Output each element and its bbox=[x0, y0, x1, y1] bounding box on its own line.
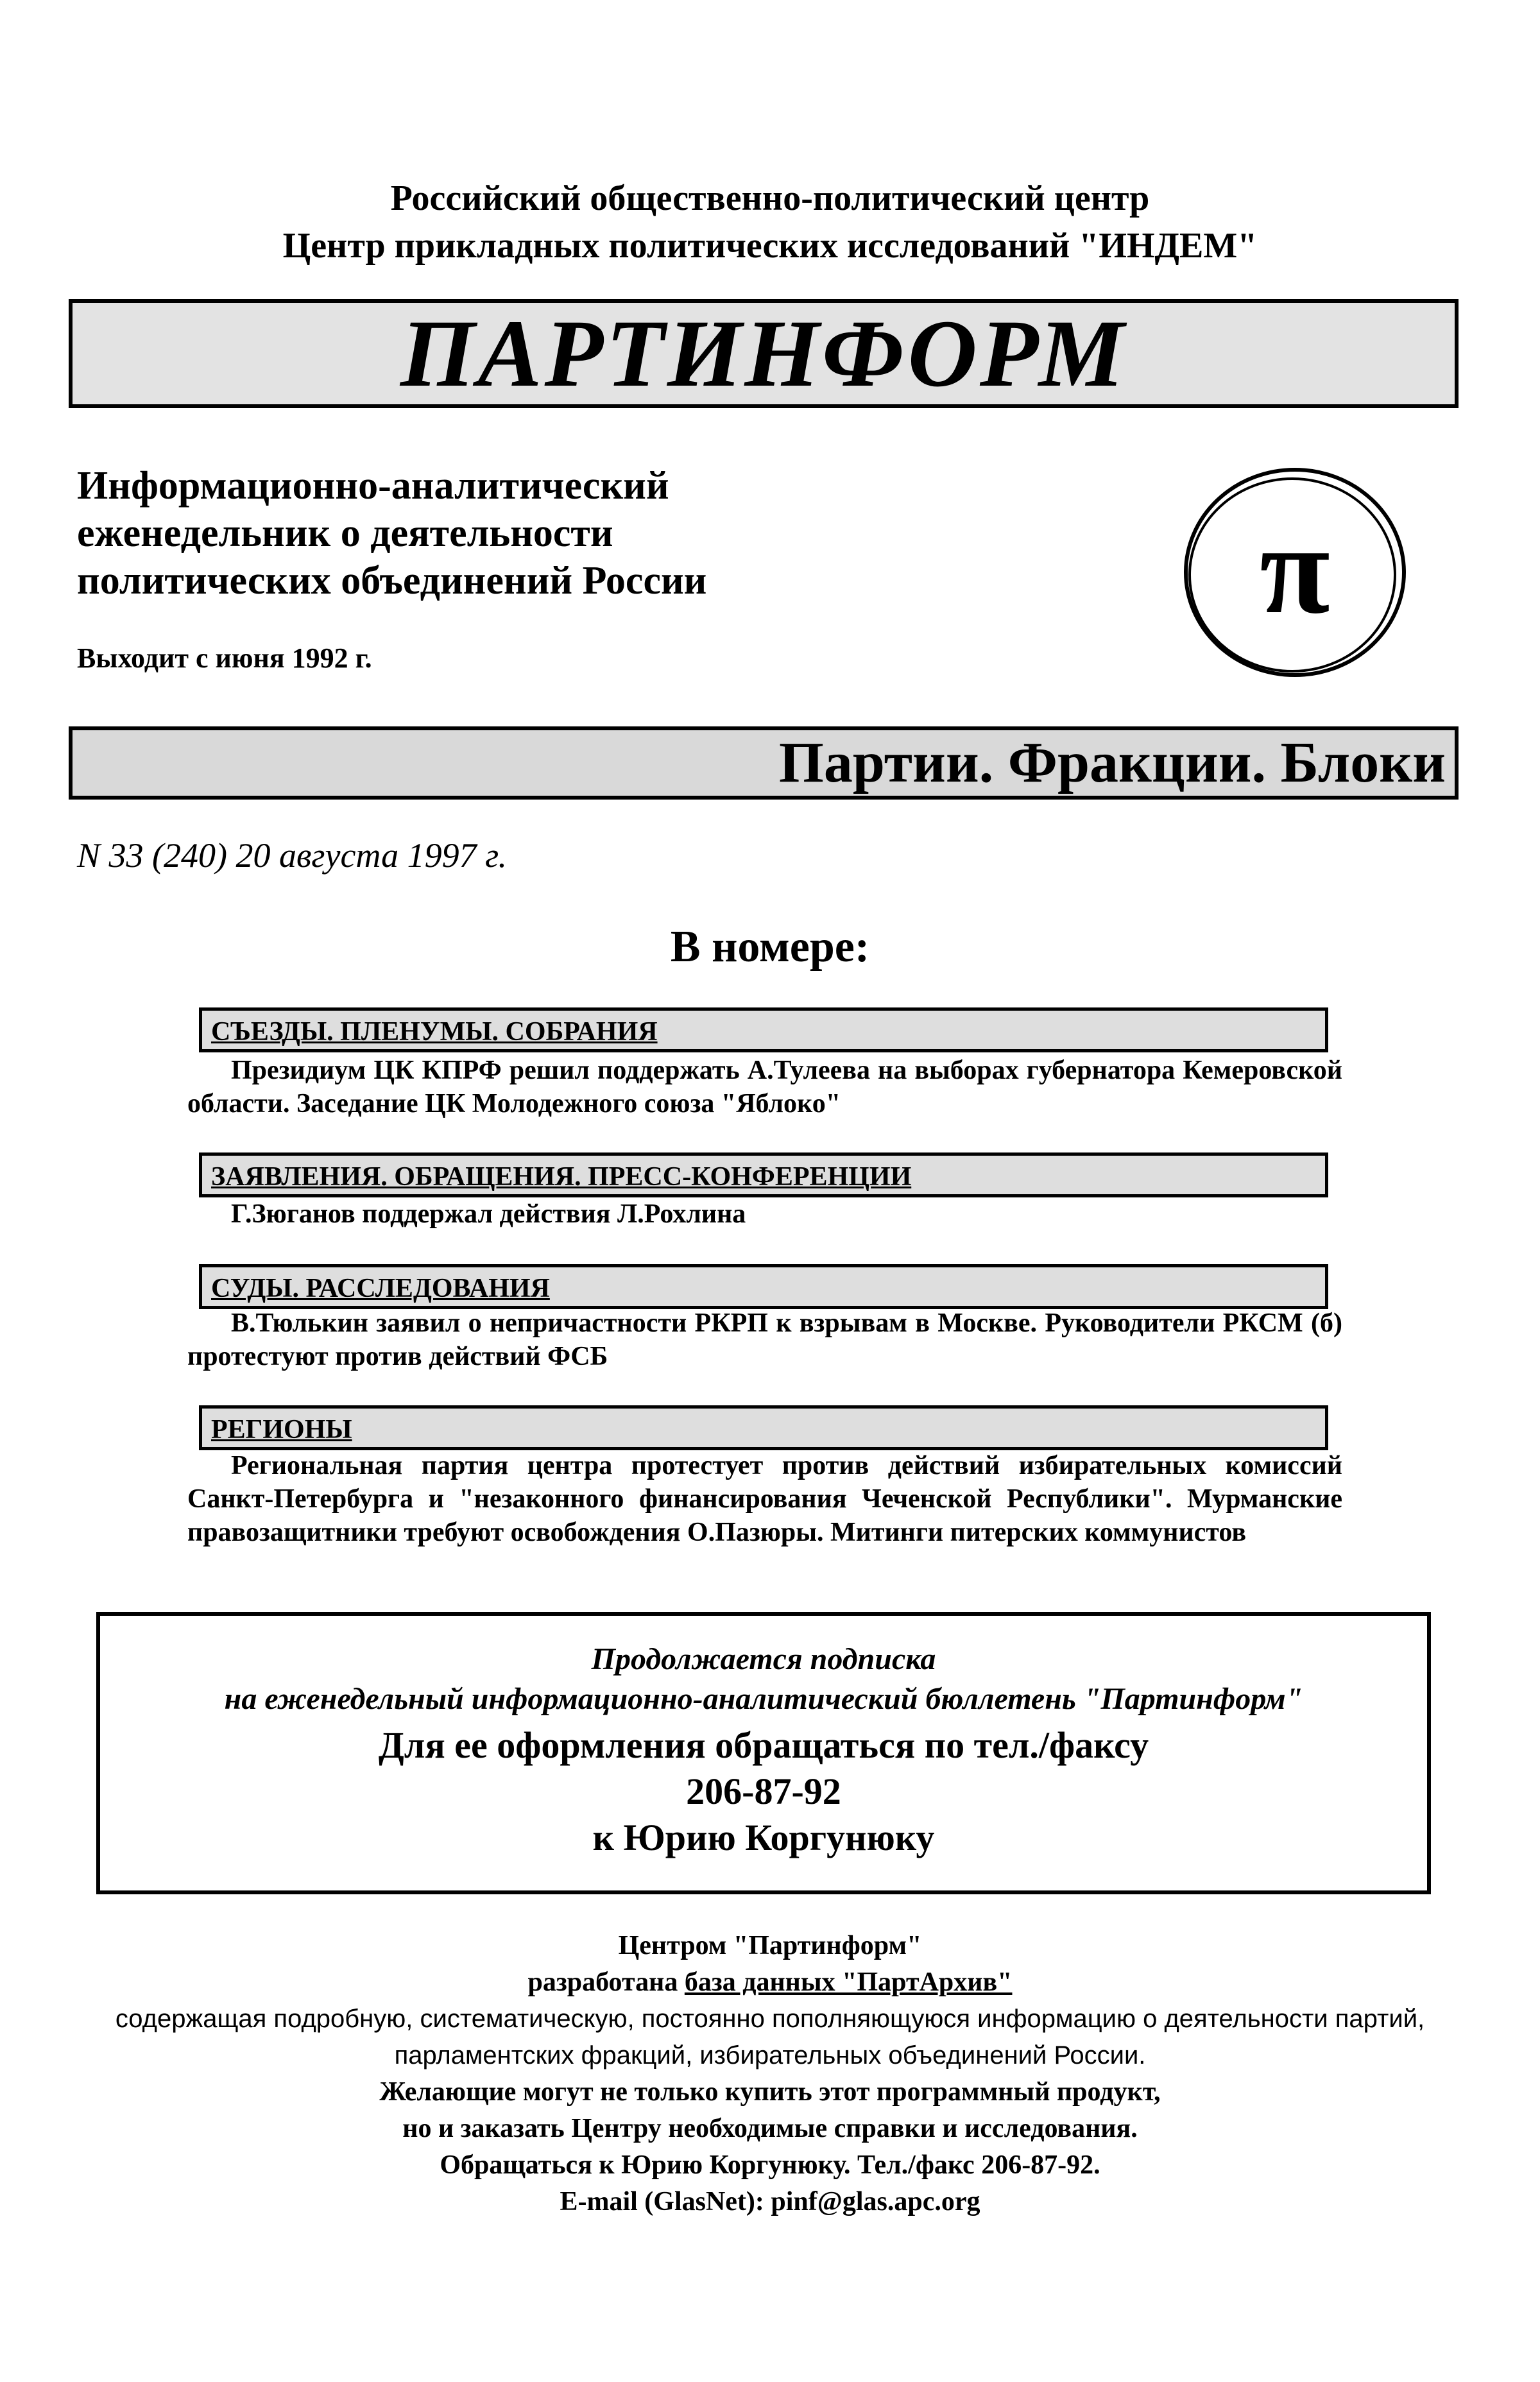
contents-category-label: ЗАЯВЛЕНИЯ. ОБРАЩЕНИЯ. ПРЕСС-КОНФЕРЕНЦИИ bbox=[211, 1162, 912, 1192]
contents-summary: Президиум ЦК КПРФ решил поддержать А.Тулеева на выборах губернатора Кемеровской области. Заседание ЦК Молодежного союза "Яблоко" bbox=[187, 1056, 1342, 1118]
contents-summary: В.Тюлькин заявил о непричастности РКРП к взрывам в Москве. Руководители РКСМ (б) протестуют против действий ФСБ bbox=[187, 1308, 1342, 1371]
footer-line-6: но и заказать Центру необходимые справки и исследования. bbox=[402, 2114, 1138, 2143]
publication-since: Выходит с июня 1992 г. bbox=[77, 642, 372, 674]
publisher-line-1: Российский общественно-политический центр bbox=[390, 178, 1150, 218]
subscription-line-3: Для ее оформления обращаться по тел./факсу bbox=[378, 1724, 1149, 1766]
database-link[interactable]: база данных "ПартАрхив" bbox=[684, 1967, 1013, 1997]
footer-line-2-prefix: разработана bbox=[527, 1967, 685, 1997]
description-line-3: политических объединений России bbox=[77, 559, 707, 603]
subscription-line-1: Продолжается подписка bbox=[591, 1642, 936, 1676]
contents-category-bar bbox=[199, 1264, 1328, 1309]
masthead-box bbox=[69, 299, 1459, 408]
contents-summary: Региональная партия центра протестует против действий избирательных комиссий Санкт-Петербурга и "незаконного финансирования Чеченской Республики". Мурманские правозащитники требуют освобождения О.Пазюры. Митинги питерских коммунистов bbox=[187, 1451, 1342, 1547]
contents-heading: В номере: bbox=[670, 922, 870, 972]
contents-category-label: СУДЫ. РАССЛЕДОВАНИЯ bbox=[211, 1274, 550, 1303]
contents-summary: Г.Зюганов поддержал действия Л.Рохлина bbox=[231, 1199, 746, 1229]
description-line-1: Информационно-аналитический bbox=[77, 464, 669, 508]
issue-number: N 33 (240) 20 августа 1997 г. bbox=[77, 836, 507, 875]
subscription-line-2: на еженедельный информационно-аналитический бюллетень "Партинформ" bbox=[224, 1682, 1303, 1716]
publisher-header bbox=[0, 175, 1540, 270]
pi-logo-icon bbox=[1179, 463, 1410, 681]
footer-ad bbox=[96, 1928, 1444, 2220]
description-line-2: еженедельник о деятельности bbox=[77, 511, 613, 555]
publication-description bbox=[77, 462, 706, 604]
contents-category-label: СЪЕЗДЫ. ПЛЕНУМЫ. СОБРАНИЯ bbox=[211, 1017, 658, 1047]
contents-category-label: РЕГИОНЫ bbox=[211, 1415, 352, 1444]
subscription-contact: к Юрию Коргунюку bbox=[592, 1817, 935, 1858]
footer-email[interactable]: E-mail (GlasNet): pinf@glas.apc.org bbox=[560, 2187, 980, 2216]
masthead-title: ПАРТИНФОРМ bbox=[400, 300, 1127, 407]
section-title: Партии. Фракции. Блоки bbox=[778, 731, 1446, 794]
publisher-line-2: Центр прикладных политических исследований "ИНДЕМ" bbox=[282, 226, 1258, 266]
pi-symbol: π bbox=[1260, 499, 1330, 640]
contents-category-bar bbox=[199, 1007, 1328, 1052]
footer-line-1: Центром "Партинформ" bbox=[618, 1931, 922, 1960]
contents-category-bar bbox=[199, 1152, 1328, 1197]
footer-line-2 bbox=[96, 1964, 1444, 2001]
footer-line-7: Обращаться к Юрию Коргунюку. Тел./факс 206-87-92. bbox=[440, 2150, 1100, 2180]
subscription-phone: 206-87-92 bbox=[686, 1770, 841, 1812]
footer-line-5: Желающие могут не только купить этот программный продукт, bbox=[379, 2077, 1161, 2107]
contents-category-bar bbox=[199, 1405, 1328, 1450]
footer-line-4: парламентских фракций, избирательных объединений России. bbox=[394, 2041, 1146, 2069]
section-bar bbox=[69, 726, 1459, 800]
subscription-box bbox=[96, 1612, 1431, 1894]
footer-line-3: содержащая подробную, систематическую, постоянно пополняющуюся информацию о деятельности партий, bbox=[115, 2005, 1425, 2033]
